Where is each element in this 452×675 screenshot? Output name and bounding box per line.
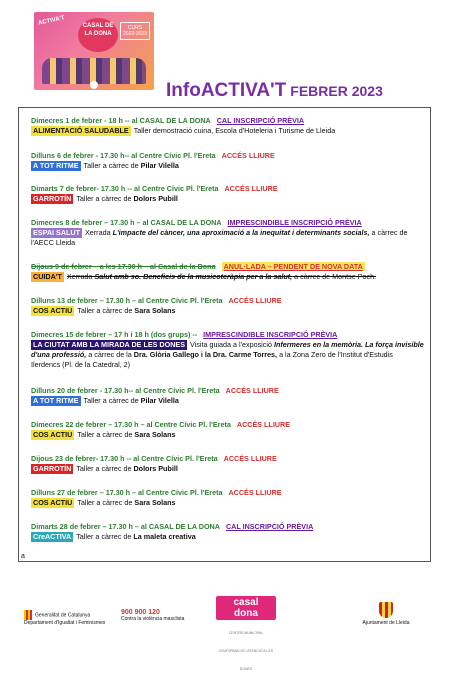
events-box bbox=[18, 107, 431, 562]
title-main: InfoACTIVA'T bbox=[166, 80, 287, 101]
event-status: ACCÉS LLIURE bbox=[228, 488, 282, 497]
event-date: Dilluns 27 de febrer – 17.30 h – al Centre Cívic Pl. l'Ereta bbox=[31, 488, 223, 497]
event-status[interactable]: IMPRESCINDIBLE INSCRIPCIÓ PRÈVIA bbox=[227, 218, 362, 227]
helpline-logo bbox=[121, 610, 184, 622]
event-item bbox=[31, 184, 424, 204]
generalitat-logo bbox=[24, 610, 105, 626]
event-item bbox=[31, 386, 424, 406]
event-talk-title: L'impacte del càncer, una aproximació a la inequitat i determinants socials, bbox=[112, 228, 370, 237]
event-date: Dimarts 7 de febrer- 17.30 h -- al Centre Cívic Pl. l'Ereta bbox=[31, 184, 219, 193]
event-speaker: Dolors Pubill bbox=[133, 194, 178, 203]
event-speaker: Pilar Vilella bbox=[140, 396, 179, 405]
event-status[interactable]: CAL INSCRIPCIÓ PRÈVIA bbox=[216, 116, 305, 125]
banner-casal-logo: CASAL DE LA DONA bbox=[78, 18, 118, 52]
event-description: Xerrada bbox=[85, 228, 111, 237]
event-tag: COS ACTIU bbox=[33, 498, 73, 507]
title-month: FEBRER 2023 bbox=[290, 83, 383, 99]
event-item bbox=[31, 116, 424, 136]
event-status: ACCÉS LLIURE bbox=[228, 296, 282, 305]
helpline-number: 900 900 120 bbox=[121, 609, 160, 616]
event-speaker: Pilar Vilella bbox=[140, 161, 179, 170]
event-tag: LA CIUTAT AMB LA MIRADA DE LES DONES bbox=[33, 340, 185, 349]
event-date: Dimarts 28 de febrer – 17.30 h – al CASAL DE LA DONA bbox=[31, 522, 220, 531]
event-description: Taller a càrrec de bbox=[76, 194, 132, 203]
event-tag: GARROTÍN bbox=[33, 194, 72, 203]
event-status[interactable]: IMPRESCINDIBLE INSCRIPCIÓ PRÈVIA bbox=[203, 330, 338, 339]
ajuntament-logo bbox=[356, 602, 416, 626]
event-speaker: Sara Solans bbox=[134, 430, 176, 439]
event-date: Dijous 23 de febrer- 17.30 h -- al Centre Cívic Pl. l'Ereta bbox=[31, 454, 218, 463]
event-description: Taller a càrrec de bbox=[83, 396, 139, 405]
casal-dona-logo bbox=[216, 596, 276, 675]
event-description: Taller demostració cuina, Escola d'Hoteleria i Turisme de Lleida bbox=[133, 126, 336, 135]
event-tag: A TOT RITME bbox=[33, 396, 79, 405]
helpline-text: Contra la violència masclista bbox=[121, 616, 185, 622]
event-status-cancelled: ANUL·LADA – PENDENT DE NOVA DATA bbox=[223, 262, 363, 271]
event-date: Dimecres 22 de febrer – 17.30 h – al Centre Cívic Pl. l'Ereta bbox=[31, 420, 231, 429]
event-item bbox=[31, 522, 424, 542]
event-tag: A TOT RITME bbox=[33, 161, 79, 170]
event-speaker: Sara Solans bbox=[134, 306, 176, 315]
event-tag: CreACTIVA bbox=[33, 532, 72, 541]
event-status: ACCÉS LLIURE bbox=[236, 420, 290, 429]
event-talk-title: Salut amb so. Beneficis de la musicoteràpia per a la salut, bbox=[94, 272, 293, 281]
generalitat-department: Departament d'Igualtat i Feminismes bbox=[24, 620, 106, 626]
event-tag: ESPAI SALUT bbox=[33, 228, 80, 237]
event-speaker: a càrrec de l'AECC Lleida bbox=[31, 228, 408, 247]
event-item bbox=[31, 151, 424, 171]
event-speaker-intro: a càrrec de la bbox=[88, 350, 132, 359]
event-status[interactable]: CAL INSCRIPCIÓ PRÈVIA bbox=[225, 522, 314, 531]
event-speaker: La maleta creativa bbox=[133, 532, 196, 541]
banner-seal-icon bbox=[90, 81, 98, 89]
event-speaker: a càrrec de Montse Poch. bbox=[294, 272, 377, 281]
event-tag: COS ACTIU bbox=[33, 306, 73, 315]
event-date: Dilluns 6 de febrer - 17.30 h-- al Centre Cívic Pl. l'Ereta bbox=[31, 151, 216, 160]
event-item bbox=[31, 488, 424, 508]
page-title bbox=[166, 80, 383, 102]
event-date: Dimecres 8 de febrer – 17.30 h – al CASAL DE LA DONA bbox=[31, 218, 222, 227]
event-item bbox=[31, 218, 424, 248]
ajuntament-name: Ajuntament de Lleida bbox=[362, 620, 410, 626]
event-description: Taller a càrrec de bbox=[76, 532, 132, 541]
event-item bbox=[31, 330, 424, 370]
event-tag: GARROTÍN bbox=[33, 464, 72, 473]
event-status: ACCÉS LLIURE bbox=[225, 386, 279, 395]
event-item bbox=[31, 296, 424, 316]
event-tag: COS ACTIU bbox=[33, 430, 73, 439]
event-speaker: Dra. Glòria Gallego i la Dra. Carme Torres, bbox=[133, 350, 278, 359]
event-description: Taller a càrrec de bbox=[76, 464, 132, 473]
event-date: Dimecres 1 de febrer - 18 h -- al CASAL DE LA DONA bbox=[31, 116, 211, 125]
event-status: ACCÉS LLIURE bbox=[221, 151, 275, 160]
event-tag: ALIMENTACIÓ SALUDABLE bbox=[33, 126, 129, 135]
event-item bbox=[31, 454, 424, 474]
event-description: Visita guiada a l'exposició bbox=[190, 340, 272, 349]
senyera-icon bbox=[24, 610, 32, 620]
ajuntament-seal-icon bbox=[379, 602, 393, 618]
banner-curs-text: CURS 2022-2023 bbox=[120, 22, 150, 40]
event-status: ACCÉS LLIURE bbox=[224, 184, 278, 193]
event-speaker: Sara Solans bbox=[134, 498, 176, 507]
event-talk-title: Infermeres en la memòria. La força invisible d'una professió, bbox=[31, 340, 424, 359]
event-description: Xerrada bbox=[66, 272, 93, 281]
event-item bbox=[31, 420, 424, 440]
event-description: Taller a càrrec de bbox=[77, 306, 133, 315]
casal-dona-mark: casal dona bbox=[216, 596, 276, 620]
header-banner-image bbox=[34, 12, 154, 90]
event-date: Dijous 9 de febrer – a les 17.30 h – al Casal de la Dona bbox=[31, 262, 216, 271]
box-footer-text: a bbox=[21, 553, 25, 560]
event-location: a la Zona Zero de l'Institut d'Estudis Ilerdencs (Pl. de la Catedral, 2) bbox=[31, 350, 393, 369]
event-item-cancelled bbox=[31, 262, 424, 282]
event-status: ACCÉS LLIURE bbox=[223, 454, 277, 463]
event-tag: CUIDA'T bbox=[33, 272, 62, 281]
generalitat-name: Generalitat de Catalunya bbox=[35, 612, 91, 619]
event-description: Taller a càrrec de bbox=[77, 430, 133, 439]
event-description: Taller a càrrec de bbox=[83, 161, 139, 170]
event-description: Taller a càrrec de bbox=[77, 498, 133, 507]
footer-logos bbox=[0, 596, 452, 671]
event-date: Dilluns 13 de febrer – 17.30 h – al Centre Cívic Pl. l'Ereta bbox=[31, 296, 223, 305]
event-date: Dimecres 15 de febrer – 17 h i 18 h (dos grups) -- bbox=[31, 330, 198, 339]
banner-activat-text: ACTIVA'T bbox=[37, 15, 66, 27]
casal-dona-subtitle: CENTRE MUNICIPAL D'INFORMACIÓ I ATENCIÓ A LES DONES bbox=[218, 631, 274, 671]
event-speaker: Dolors Pubill bbox=[133, 464, 178, 473]
event-date: Dilluns 20 de febrer - 17.30 h-- al Centre Cívic Pl. l'Ereta bbox=[31, 386, 220, 395]
